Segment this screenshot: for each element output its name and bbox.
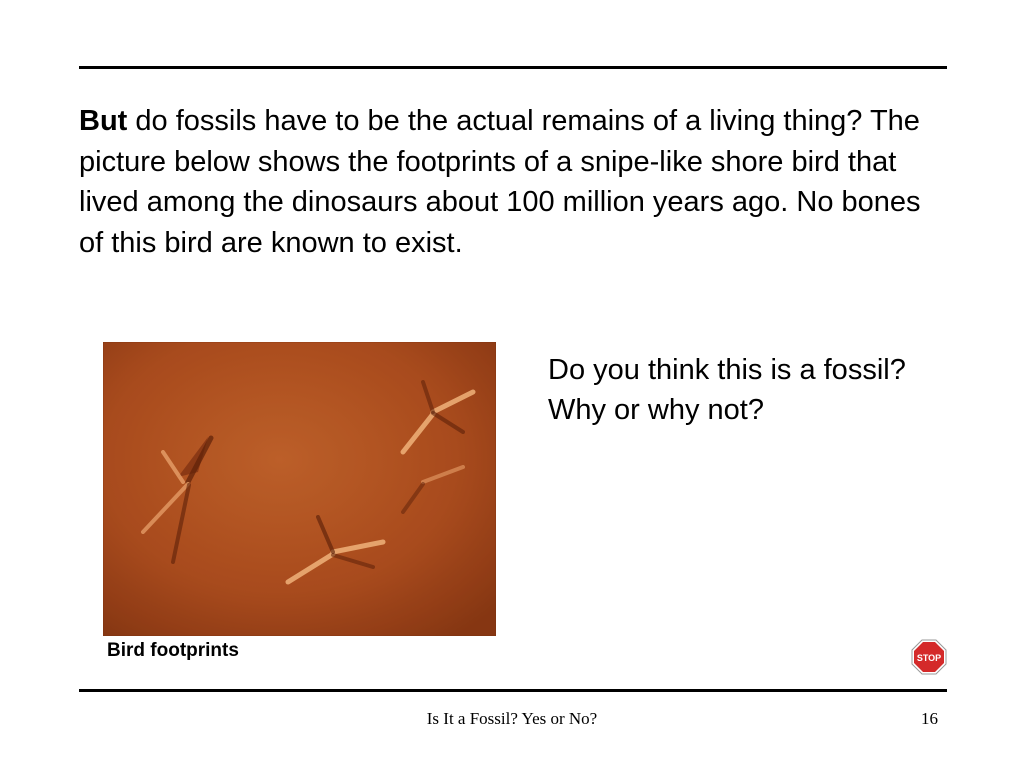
- question-text: Do you think this is a fossil? Why or why not?: [548, 354, 906, 426]
- intro-bold-word: But: [79, 105, 128, 137]
- top-divider: [79, 66, 947, 69]
- image-caption: Bird footprints: [107, 640, 239, 661]
- intro-text: do fossils have to be the actual remains of a living thing? The picture below shows the footprints of a snipe-like shore bird that lived among the dinosaurs about 100 million years ago. No bones of this bird are known to exist.: [79, 105, 921, 259]
- bottom-divider: [79, 689, 947, 692]
- footprints-illustration: [103, 342, 496, 636]
- stop-sign-text: STOP: [916, 653, 942, 663]
- footer-title: Is It a Fossil? Yes or No?: [426, 709, 598, 728]
- intro-paragraph: [79, 101, 929, 263]
- bird-footprints-photo: [103, 342, 496, 636]
- stop-sign-icon[interactable]: [911, 639, 947, 675]
- page-number: 16: [921, 709, 938, 728]
